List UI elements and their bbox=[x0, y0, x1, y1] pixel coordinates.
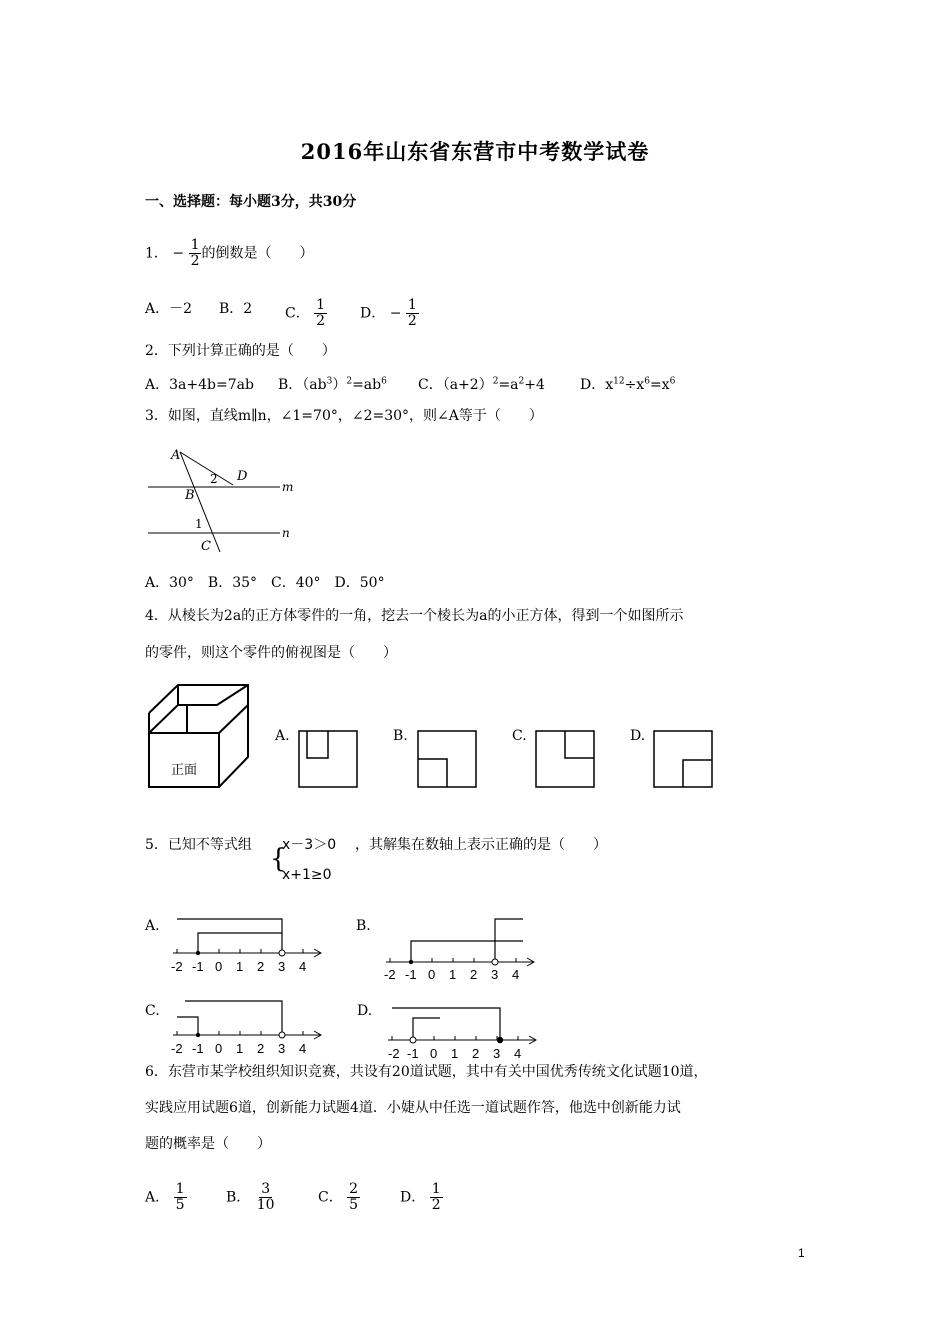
fig-label-m: m bbox=[282, 480, 294, 494]
question-4-line2: 的零件，则这个零件的俯视图是（ ） bbox=[145, 645, 397, 661]
tick-label: 3 bbox=[278, 1041, 286, 1056]
q1-option-a: A．－2 bbox=[145, 301, 193, 317]
q2-c-sup2: 2 bbox=[518, 376, 525, 387]
q6-option-c bbox=[318, 1182, 360, 1213]
q2-d-sup3: 6 bbox=[669, 376, 676, 387]
q5-option-a-label: A. bbox=[145, 918, 160, 934]
question-3: 3．如图，直线m∥n，∠1=70°，∠2=30°，则∠A等于（ ） bbox=[145, 408, 543, 424]
q1-option-b: B．2 bbox=[219, 301, 253, 317]
tick-label: 4 bbox=[299, 959, 307, 974]
q6-b-label: B． bbox=[226, 1189, 251, 1206]
q1-c-fraction bbox=[314, 298, 327, 329]
q5-option-b-label: B. bbox=[356, 918, 371, 934]
q2-b-sup1: 3 bbox=[326, 376, 333, 387]
q1-c-label: C． bbox=[285, 305, 310, 322]
front-label: 正面 bbox=[171, 763, 198, 778]
tick-label: -1 bbox=[405, 967, 417, 982]
q2-option-d bbox=[580, 374, 675, 394]
q6-a-den: 5 bbox=[175, 1197, 185, 1213]
q2-d-sup2: 6 bbox=[644, 376, 650, 387]
tick-label: 3 bbox=[491, 967, 499, 982]
fig-label-c: C bbox=[201, 539, 211, 554]
question-6-line1: 6．东营市某学校组织知识竞赛，共设有20道试题，其中有关中国优秀传统文化试题10道， bbox=[145, 1064, 708, 1080]
q6-b-fraction bbox=[255, 1182, 277, 1213]
tick-label: 4 bbox=[512, 967, 520, 982]
fig-label-b: B bbox=[185, 488, 195, 503]
tick-label: 1 bbox=[236, 1041, 244, 1056]
q2-b-2: ） bbox=[332, 377, 347, 393]
q1-option-c bbox=[285, 298, 327, 329]
question-6-line3: 题的概率是（ ） bbox=[145, 1136, 271, 1152]
q5-ineq2: x+1≥0 bbox=[282, 867, 332, 883]
q5-option-c-label: C. bbox=[145, 1003, 160, 1019]
q6-a-fraction bbox=[174, 1182, 187, 1213]
fig-label-d: D bbox=[237, 469, 248, 484]
page-title: 2016年山东省东营市中考数学试卷 bbox=[300, 139, 650, 164]
section-heading: 一、选择题：每小题3分，共30分 bbox=[145, 194, 357, 210]
tick-label: 3 bbox=[278, 959, 286, 974]
question-1 bbox=[145, 238, 313, 269]
tick-label: 0 bbox=[215, 959, 223, 974]
q2-b-sup3: 6 bbox=[381, 376, 387, 387]
q1-d-fraction bbox=[406, 298, 419, 329]
q2-option-c bbox=[418, 374, 545, 394]
q4-option-d-label: D. bbox=[630, 728, 646, 744]
question-2: 2．下列计算正确的是（ ） bbox=[145, 343, 336, 359]
tick-label: 2 bbox=[470, 967, 478, 982]
q5-pre: 5．已知不等式组 bbox=[145, 837, 252, 853]
q2-d-2: ÷x bbox=[624, 377, 645, 393]
tick-label: 4 bbox=[299, 1041, 307, 1056]
q2-c-1: C．（a+2） bbox=[418, 377, 493, 393]
q5-axis-b bbox=[378, 913, 543, 985]
line-ad bbox=[180, 452, 233, 485]
q2-c-3: +4 bbox=[524, 377, 545, 393]
q6-c-num: 2 bbox=[349, 1181, 359, 1197]
q1-d-label: D． bbox=[360, 305, 386, 322]
q6-option-a bbox=[145, 1182, 187, 1213]
q2-d-1: D．x bbox=[580, 377, 614, 393]
q6-option-d bbox=[400, 1182, 443, 1213]
q1-c-num: 1 bbox=[316, 297, 326, 313]
q1-fraction bbox=[189, 238, 202, 269]
q3-figure bbox=[145, 442, 305, 557]
q5-axis-a bbox=[165, 913, 330, 978]
q4-option-b-label: B. bbox=[393, 728, 408, 744]
tick-label: -2 bbox=[388, 1046, 400, 1061]
q4-option-b-view bbox=[417, 730, 479, 790]
q2-d-3: =x bbox=[649, 377, 670, 393]
q2-b-1: B．（ab bbox=[278, 377, 327, 393]
question-4-line1: 4．从棱长为2a的正方体零件的一角，挖去一个棱长为a的小正方体，得到一个如图所示 bbox=[145, 608, 684, 624]
q6-b-num: 3 bbox=[261, 1181, 271, 1197]
q6-a-label: A． bbox=[145, 1189, 170, 1206]
q5-post: ，其解集在数轴上表示正确的是（ ） bbox=[355, 837, 607, 853]
q2-c-sup1: 2 bbox=[492, 376, 499, 387]
q6-c-label: C． bbox=[318, 1189, 343, 1206]
q1-neg-sign: − bbox=[172, 245, 185, 262]
q5-ineq1: x－3＞0 bbox=[282, 837, 337, 853]
tick-label: -2 bbox=[171, 959, 183, 974]
q1-d-neg: − bbox=[389, 305, 402, 322]
q6-option-b bbox=[226, 1182, 277, 1213]
page-number: 1 bbox=[798, 1246, 805, 1260]
q2-option-b bbox=[278, 374, 387, 394]
q1-option-d bbox=[360, 298, 419, 329]
tick-label: -1 bbox=[407, 1046, 419, 1061]
tick-label: -1 bbox=[192, 1041, 204, 1056]
tick-label: 0 bbox=[430, 1046, 438, 1061]
question-6-line2: 实践应用试题6道，创新能力试题4道．小婕从中任选一道试题作答，他选中创新能力试 bbox=[145, 1100, 681, 1116]
q2-c-2: =a bbox=[498, 377, 519, 393]
q1-number: 1． bbox=[145, 245, 168, 262]
q1-text: 的倒数是（ ） bbox=[201, 245, 314, 262]
fig-label-a: A bbox=[171, 448, 181, 463]
q6-d-den: 2 bbox=[431, 1197, 441, 1213]
q6-c-fraction bbox=[347, 1182, 360, 1213]
tick-label: 1 bbox=[236, 959, 244, 974]
q4-option-d-view bbox=[653, 730, 715, 790]
q1-frac-den: 2 bbox=[190, 253, 200, 269]
tick-label: 0 bbox=[428, 967, 436, 982]
tick-label: 0 bbox=[215, 1041, 223, 1056]
q4-option-a-label: A. bbox=[275, 728, 290, 744]
tick-label: 4 bbox=[514, 1046, 522, 1061]
q6-a-num: 1 bbox=[175, 1181, 185, 1197]
tick-label: 3 bbox=[493, 1046, 501, 1061]
tick-label: 1 bbox=[449, 967, 457, 982]
q1-d-den: 2 bbox=[407, 313, 417, 329]
q1-d-num: 1 bbox=[407, 297, 417, 313]
fig-label-n: n bbox=[282, 526, 290, 540]
q6-c-den: 5 bbox=[349, 1197, 359, 1213]
q1-frac-num: 1 bbox=[190, 237, 200, 253]
q5-axis-c bbox=[165, 995, 330, 1060]
q5-axis-d bbox=[380, 998, 545, 1063]
tick-label: -2 bbox=[384, 967, 396, 982]
q5-option-d-label: D. bbox=[357, 1003, 373, 1019]
tick-label: 2 bbox=[257, 1041, 265, 1056]
q2-b-3: =ab bbox=[352, 377, 382, 393]
q3-options: A．30° B．35° C．40° D．50° bbox=[145, 575, 385, 591]
q4-option-a-view bbox=[298, 730, 360, 790]
q2-d-sup1: 12 bbox=[613, 376, 625, 387]
fig-label-angle1: 1 bbox=[195, 517, 203, 531]
tick-label: 2 bbox=[257, 959, 265, 974]
q4-option-c-label: C. bbox=[512, 728, 527, 744]
q6-b-den: 10 bbox=[256, 1197, 275, 1213]
q6-d-label: D． bbox=[400, 1189, 426, 1206]
q6-d-fraction bbox=[430, 1182, 443, 1213]
tick-label: -2 bbox=[171, 1041, 183, 1056]
q2-b-sup2: 2 bbox=[346, 376, 353, 387]
q5-brace: { bbox=[270, 844, 287, 874]
tick-label: 2 bbox=[472, 1046, 480, 1061]
q1-c-den: 2 bbox=[316, 313, 326, 329]
fig-label-angle2: 2 bbox=[210, 472, 218, 486]
q6-d-num: 1 bbox=[431, 1181, 441, 1197]
tick-label: 1 bbox=[451, 1046, 459, 1061]
tick-label: -1 bbox=[192, 959, 204, 974]
q4-option-c-view bbox=[535, 730, 597, 790]
q2-option-a: A．3a+4b=7ab bbox=[145, 377, 254, 393]
q4-solid-figure bbox=[145, 683, 255, 791]
